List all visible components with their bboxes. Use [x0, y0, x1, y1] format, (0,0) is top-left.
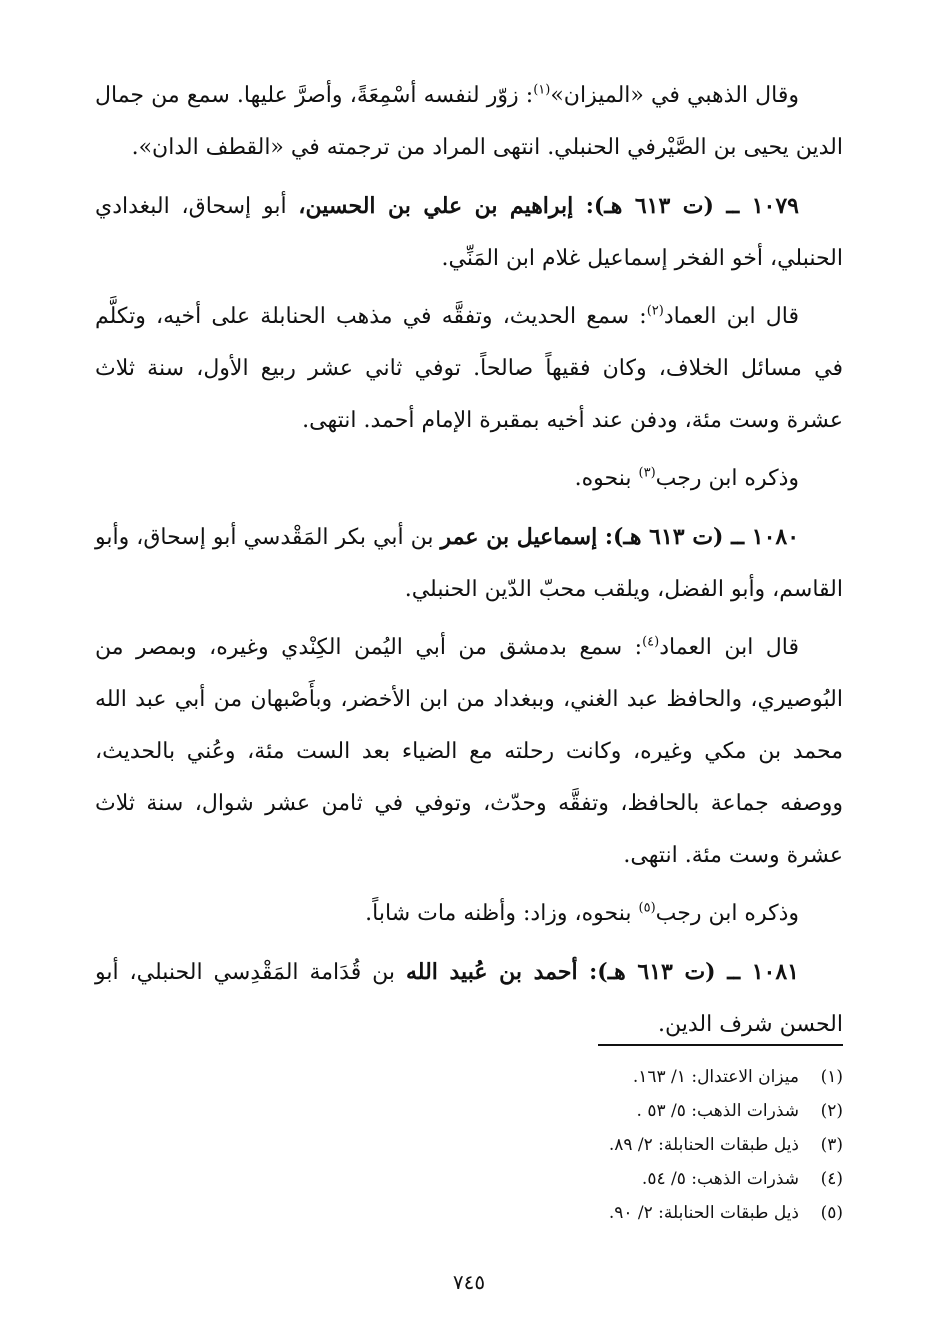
paragraph-ibn-rajab-2 [95, 888, 843, 940]
footnote-item [95, 1060, 843, 1094]
entry-1081 [95, 946, 843, 1051]
paragraph-text: بنحوه، وزاد: وأظنه مات شاباً. [365, 901, 639, 926]
footnote-ref: (٣) [638, 465, 656, 481]
footnote-item [95, 1094, 843, 1128]
paragraph-text: قال ابن العماد [659, 635, 799, 660]
footnote-item [95, 1128, 843, 1162]
footnote-ref: (١) [533, 82, 551, 98]
footnote-ref: (٥) [638, 900, 656, 916]
footnote-ref: (٤) [642, 634, 660, 650]
footnote-number: (٣) [820, 1135, 843, 1155]
entry-text: بن قُدَامة المَقْدِسي الحنبلي، أبو الحسن شرف الدين. [95, 960, 843, 1037]
footnote-text: ذيل طبقات الحنابلة: ٢/ ٨٩. [608, 1135, 799, 1155]
entry-text: أبو إسحاق، البغدادي الحنبلي، أخو الفخر إسماعيل غلام ابن المَنِّي. [95, 194, 843, 271]
footnote-text: ميزان الاعتدال: ١/ ١٦٣. [632, 1067, 799, 1087]
page-number: ٧٤٥ [452, 1270, 486, 1294]
footnote-number: (٢) [820, 1101, 843, 1121]
footnote-text: شذرات الذهب: ٥/ ٥٣ . [636, 1101, 799, 1121]
paragraph-text: بنحوه. [574, 466, 639, 491]
paragraph-text: : زوّر لنفسه أسْمِعَةً، وأصرَّ عليها. سمع من جمال الدين يحيى بن الصَّيْرفي الحنبلي. انتهى المراد من ترجمته في «القطف الدان». [95, 83, 843, 160]
main-text [95, 70, 843, 1057]
footnote-number: (٤) [820, 1169, 843, 1189]
footnote-text: شذرات الذهب: ٥/ ٥٤. [641, 1169, 799, 1189]
footnotes-section [95, 1044, 843, 1230]
entry-1079 [95, 180, 843, 285]
footnote-text: ذيل طبقات الحنابلة: ٢/ ٩٠. [608, 1203, 799, 1223]
entry-heading: ١٠٧٩ ــ (ت ٦١٣ هـ): إبراهيم بن علي بن الحسين، [298, 193, 799, 219]
paragraph-dhahabi-quote [95, 70, 843, 174]
entry-1080 [95, 511, 843, 616]
paragraph-text: : سمع بدمشق من أبي اليُمن الكِنْدي وغيره، وبمصر من البُوصيري، والحافظ عبد الغني، وببغداد من ابن الأخضر، وبأَصْبهان من أبي عبد الله محمد بن مكي وغيره، وكانت رحلته مع الضياء بعد الست مئة، وعُني بالحديث، ووصفه جماعة بالحافظ، وتفقَّه وحدّث، وتوفي في ثامن عشر شوال، سنة ثلاث عشرة وست مئة. انتهى. [95, 635, 843, 868]
paragraph-ibn-rajab-1 [95, 453, 843, 505]
paragraph-ibn-al-imad-2 [95, 622, 843, 882]
footnote-item [95, 1196, 843, 1230]
footnote-ref: (٢) [646, 303, 664, 319]
footnote-number: (٥) [820, 1203, 843, 1223]
paragraph-text: قال ابن العماد [663, 304, 799, 329]
paragraph-ibn-al-imad-1 [95, 291, 843, 447]
entry-heading: ١٠٨١ ــ (ت ٦١٣ هـ): أحمد بن عُبيد الله [406, 959, 799, 985]
footnote-number: (١) [820, 1067, 843, 1087]
footnote-divider [598, 1044, 843, 1046]
paragraph-text: وذكره ابن رجب [655, 901, 799, 926]
footnote-list [95, 1046, 843, 1230]
entry-text: بن أبي بكر المَقْدسي أبو إسحاق، وأبو القاسم، وأبو الفضل، ويلقب محبّ الدّين الحنبلي. [95, 525, 843, 602]
paragraph-text: وذكره ابن رجب [655, 466, 799, 491]
paragraph-text: : سمع الحديث، وتفقَّه في مذهب الحنابلة على أخيه، وتكلَّم في مسائل الخلاف، وكان فقيهاً صالحاً. توفي ثاني عشر ربيع الأول، سنة ثلاث عشرة وست مئة، ودفن عند أخيه بمقبرة الإمام أحمد. انتهى. [95, 304, 843, 433]
footnote-item [95, 1162, 843, 1196]
entry-heading: ١٠٨٠ ــ (ت ٦١٣ هـ): إسماعيل بن عمر [440, 524, 800, 550]
paragraph-text: وقال الذهبي في «الميزان» [550, 83, 799, 108]
